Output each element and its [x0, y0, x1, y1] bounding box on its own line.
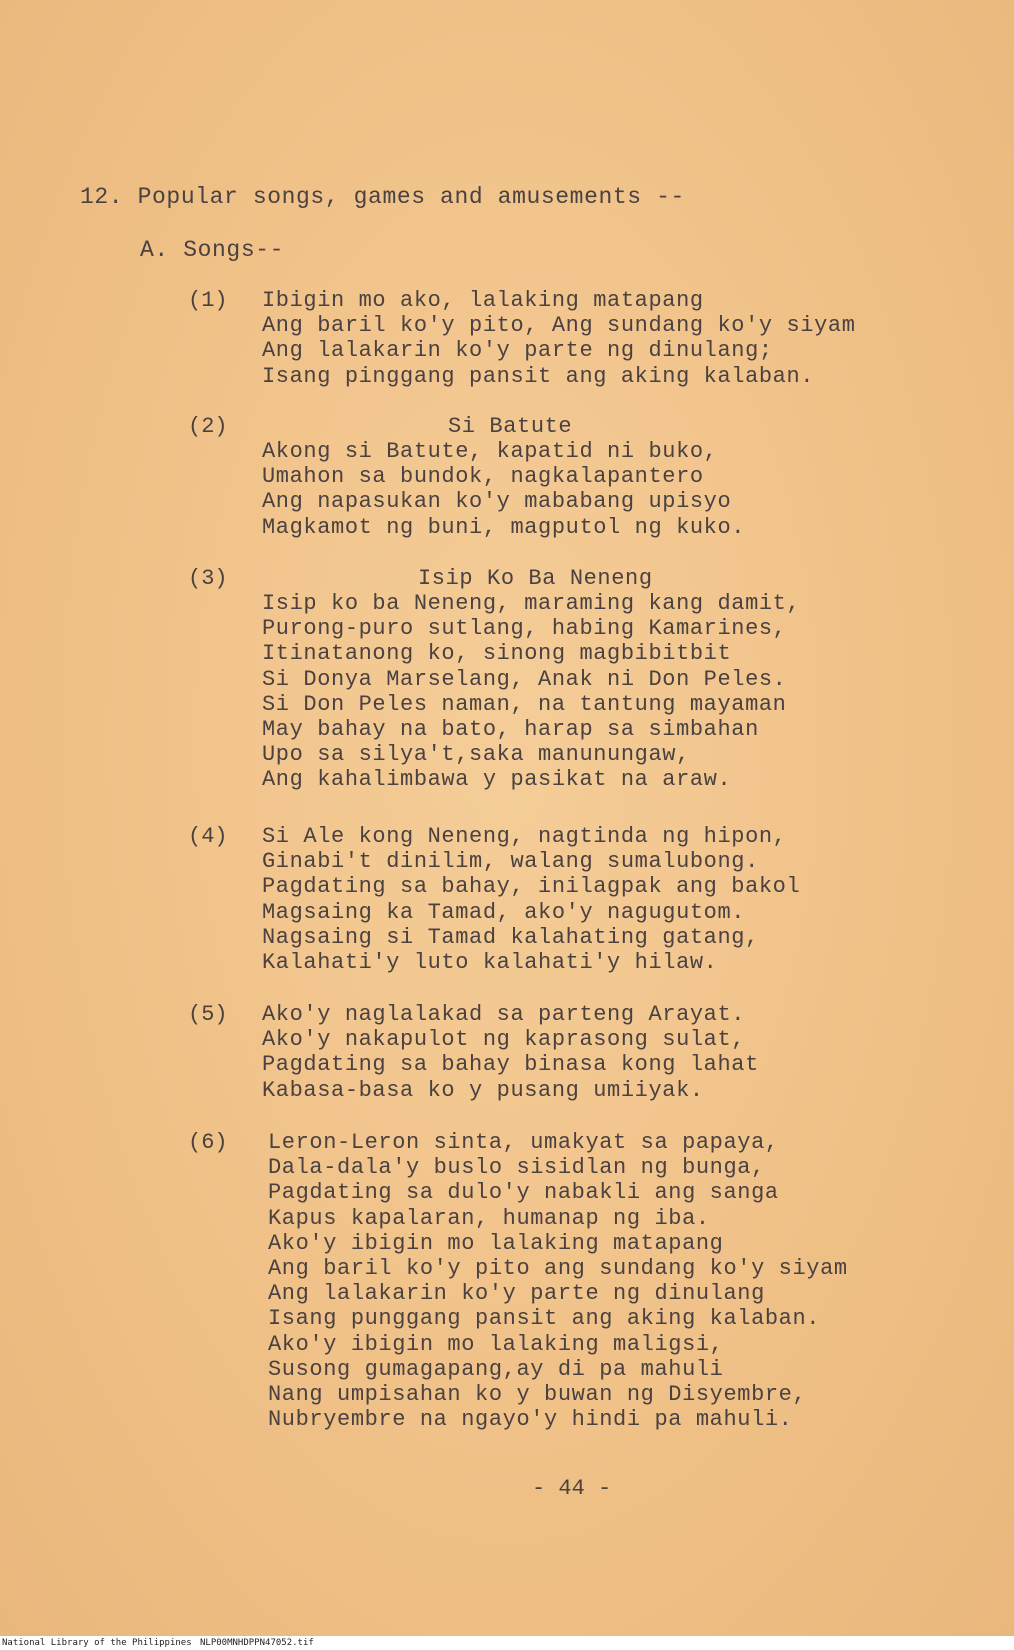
- song-line: Si Donya Marselang, Anak ni Don Peles.: [262, 666, 787, 692]
- song-line: Ang baril ko'y pito ang sundang ko'y siyam: [268, 1255, 848, 1281]
- footer-library-name: National Library of the Philippines: [2, 1638, 192, 1648]
- song-line: Ang napasukan ko'y mababang upisyo: [262, 489, 732, 515]
- footer-bar: [0, 1636, 1014, 1650]
- song-line: Akong si Batute, kapatid ni buko,: [262, 439, 718, 464]
- page-number: - 44 -: [532, 1476, 612, 1501]
- song-line: Pagdating sa bahay, inilagpak ang bakol: [262, 874, 801, 900]
- song-line: Ibigin mo ako, lalaking matapang: [262, 288, 704, 313]
- song-line: Dala-dala'y buslo sisidlan ng bunga,: [268, 1155, 765, 1181]
- song-number: (6): [188, 1130, 228, 1155]
- song-line: Leron-Leron sinta, umakyat sa papaya,: [268, 1130, 779, 1155]
- song-line: Ako'y ibigin mo lalaking maligsi,: [268, 1331, 724, 1357]
- song-number: (2): [188, 414, 228, 439]
- song-line: Kapus kapalaran, humanap ng iba.: [268, 1205, 710, 1231]
- song-line: Purong-puro sutlang, habing Kamarines,: [262, 616, 787, 642]
- song-line: Pagdating sa dulo'y nabakli ang sanga: [268, 1180, 779, 1206]
- song-title: Isip Ko Ba Neneng: [418, 566, 653, 591]
- song-line: Ang baril ko'y pito, Ang sundang ko'y siyam: [262, 313, 856, 339]
- song-line: Si Ale kong Neneng, nagtinda ng hipon,: [262, 824, 787, 849]
- song-line: Kalahati'y luto kalahati'y hilaw.: [262, 949, 718, 975]
- song-line: Pagdating sa bahay binasa kong lahat: [262, 1052, 759, 1078]
- song-line: Isip ko ba Neneng, maraming kang damit,: [262, 591, 801, 616]
- song-number: (1): [188, 288, 228, 313]
- song-number: (3): [188, 566, 228, 591]
- song-line: May bahay na bato, harap sa simbahan: [262, 716, 759, 742]
- song-line: Itinatanong ko, sinong magbibitbit: [262, 641, 732, 667]
- song-lines: [262, 288, 856, 389]
- song-lines: [262, 439, 745, 540]
- song-line: Si Don Peles naman, na tantung mayaman: [262, 691, 787, 717]
- song-line: Kabasa-basa ko y pusang umiiyak.: [262, 1077, 704, 1103]
- song-line: Ako'y nakapulot ng kaprasong sulat,: [262, 1027, 746, 1053]
- song-line: Isang pinggang pansit ang aking kalaban.: [262, 363, 815, 389]
- song-line: Upo sa silya't,saka manunungaw,: [262, 742, 690, 768]
- song-line: Nagsaing si Tamad kalahating gatang,: [262, 924, 759, 950]
- song-line: Ako'y ibigin mo lalaking matapang: [268, 1230, 724, 1256]
- song-line: Nang umpisahan ko y buwan ng Disyembre,: [268, 1381, 807, 1407]
- song-line: Magkamot ng buni, magputol ng kuko.: [262, 514, 746, 540]
- song-lines: [262, 1002, 759, 1103]
- song-line: Isang punggang pansit ang aking kalaban.: [268, 1306, 821, 1332]
- song-line: Ginabi't dinilim, walang sumalubong.: [262, 849, 759, 875]
- song-lines: [262, 591, 800, 793]
- song-number: (5): [188, 1002, 228, 1027]
- song-line: Ako'y naglalakad sa parteng Arayat.: [262, 1002, 746, 1027]
- song-line: Magsaing ka Tamad, ako'y nagugutom.: [262, 899, 746, 925]
- song-line: Ang kahalimbawa y pasikat na araw.: [262, 767, 732, 793]
- subsection-heading: A. Songs--: [140, 237, 285, 263]
- section-heading: 12. Popular songs, games and amusements --: [80, 184, 685, 210]
- song-lines: [262, 824, 800, 975]
- song-line: Ang lalakarin ko'y parte ng dinulang: [268, 1281, 765, 1307]
- song-line: Nubryembre na ngayo'y hindi pa mahuli.: [268, 1407, 793, 1433]
- song-title: Si Batute: [448, 414, 573, 439]
- song-line: Ang lalakarin ko'y parte ng dinulang;: [262, 338, 773, 364]
- song-number: (4): [188, 824, 228, 849]
- song-line: Umahon sa bundok, nagkalapantero: [262, 464, 704, 490]
- song-line: Susong gumagapang,ay di pa mahuli: [268, 1356, 724, 1382]
- song-lines: [268, 1130, 848, 1432]
- footer-file-name: NLP00MNHDPPN47052.tif: [200, 1638, 314, 1648]
